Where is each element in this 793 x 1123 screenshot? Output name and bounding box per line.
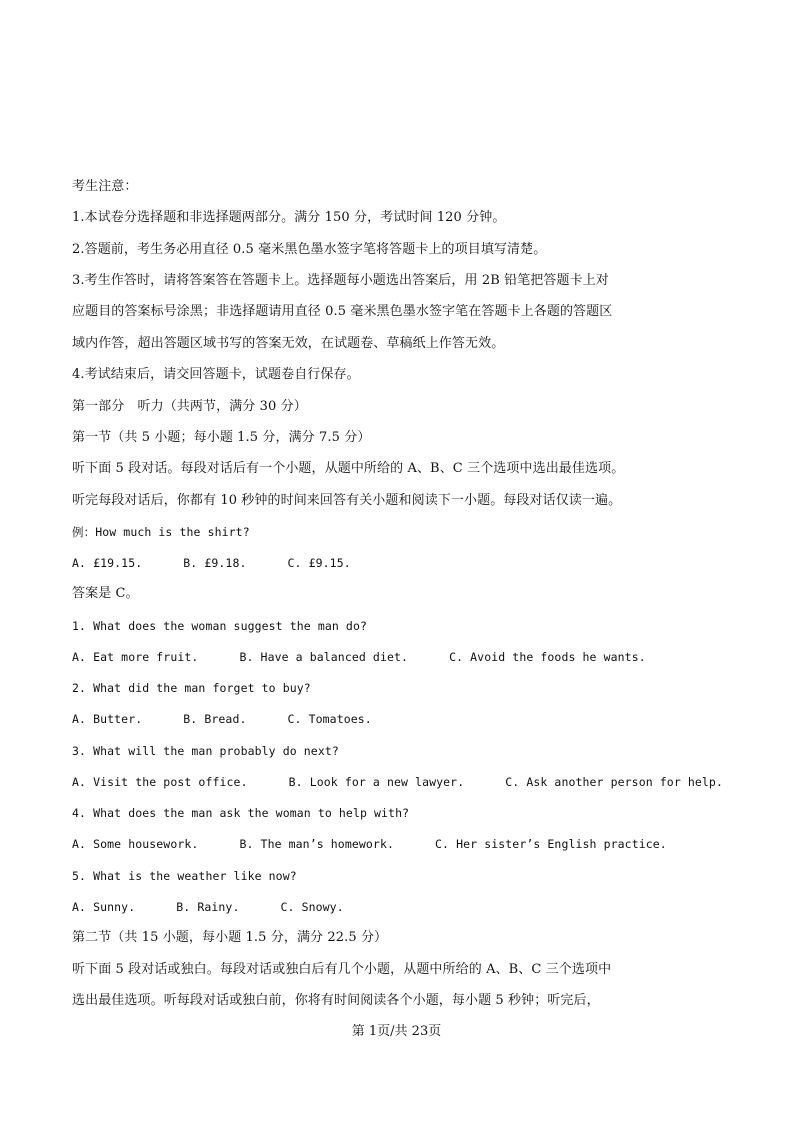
question-2-option-a: A. Butter. xyxy=(72,712,143,726)
question-4: 4. What does the man ask the woman to help with? xyxy=(72,806,410,820)
section2-instructions-line-1: 听下面 5 段对话或独白。每段对话或独白后有几个小题，从题中所给的 A、B、C 三个选项中 xyxy=(72,962,612,977)
section1-instructions-line-2: 听完每段对话后，你都有 10 秒钟的时间来回答有关小题和阅读下一小题。每段对话仅读一遍。 xyxy=(72,493,622,508)
part1-heading: 第一部分 听力（共两节，满分 30 分） xyxy=(72,399,307,414)
question-5-option-c: C. Snowy. xyxy=(280,900,344,914)
question-3: 3. What will the man probably do next? xyxy=(72,744,339,758)
section2-heading: 第二节（共 15 小题，每小题 1.5 分，满分 22.5 分） xyxy=(72,930,388,945)
question-2-option-c: C. Tomatoes. xyxy=(287,712,372,726)
question-4-option-b: B. The man’s homework. xyxy=(239,837,394,851)
question-3-option-c: C. Ask another person for help. xyxy=(505,775,723,789)
question-1-option-a: A. Eat more fruit. xyxy=(72,650,199,664)
question-3-option-a: A. Visit the post office. xyxy=(72,775,248,789)
question-1-option-b: B. Have a balanced diet. xyxy=(239,650,409,664)
notice-item-3-line-2: 应题目的答案标号涂黑；非选择题请用直径 0.5 毫米黑色墨水签字笔在答题卡上各题的答题区 xyxy=(72,304,613,319)
question-2: 2. What did the man forget to buy? xyxy=(72,681,311,695)
question-4-option-a: A. Some housework. xyxy=(72,837,199,851)
notice-item-4: 4.考试结束后，请交回答题卡，试题卷自行保存。 xyxy=(72,367,360,382)
question-5-option-a: A. Sunny. xyxy=(72,900,136,914)
question-4-option-c: C. Her sister’s English practice. xyxy=(435,837,667,851)
section1-heading: 第一节（共 5 小题；每小题 1.5 分，满分 7.5 分） xyxy=(72,430,371,445)
notice-item-2: 2.答题前，考生务必用直径 0.5 毫米黑色墨水签字笔将答题卡上的项目填写清楚。 xyxy=(72,242,547,257)
question-1-options xyxy=(72,648,646,666)
section2-instructions-line-2: 选出最佳选项。听每段对话或独白前，你将有时间阅读各个小题，每小题 5 秒钟；听完后， xyxy=(72,993,600,1008)
example-option-b: B. £9.18. xyxy=(183,556,247,570)
question-3-option-b: B. Look for a new lawyer. xyxy=(288,775,465,789)
question-2-option-b: B. Bread. xyxy=(183,712,247,726)
question-1: 1. What does the woman suggest the man do? xyxy=(72,619,367,633)
page-number-footer: 第 1页/共 23页 xyxy=(351,1024,442,1039)
notice-title: 考生注意： xyxy=(72,179,138,194)
notice-item-3-line-1: 3.考生作答时，请将答案答在答题卡上。选择题每小题选出答案后，用 2B 铅笔把答题卡上对 xyxy=(72,273,609,288)
notice-item-1: 1.本试卷分选择题和非选择题两部分。满分 150 分，考试时间 120 分钟。 xyxy=(72,210,506,225)
question-2-options xyxy=(72,710,372,728)
section1-instructions-line-1: 听下面 5 段对话。每段对话后有一个小题，从题中所给的 A、B、C 三个选项中选出最佳选项。 xyxy=(72,461,625,476)
question-5-options xyxy=(72,898,344,916)
question-5-option-b: B. Rainy. xyxy=(176,900,240,914)
question-1-option-c: C. Avoid the foods he wants. xyxy=(449,650,646,664)
example-option-c: C. £9.15. xyxy=(287,556,351,570)
question-5: 5. What is the weather like now? xyxy=(72,869,297,883)
question-4-options xyxy=(72,835,667,853)
example-question: 例：How much is the shirt? xyxy=(72,525,250,539)
question-3-options xyxy=(72,773,723,791)
example-options xyxy=(72,554,351,572)
example-answer: 答案是 C。 xyxy=(72,586,139,601)
notice-item-3-line-3: 域内作答，超出答题区域书写的答案无效，在试题卷、草稿纸上作答无效。 xyxy=(72,336,505,351)
example-option-a: A. £19.15. xyxy=(72,556,143,570)
